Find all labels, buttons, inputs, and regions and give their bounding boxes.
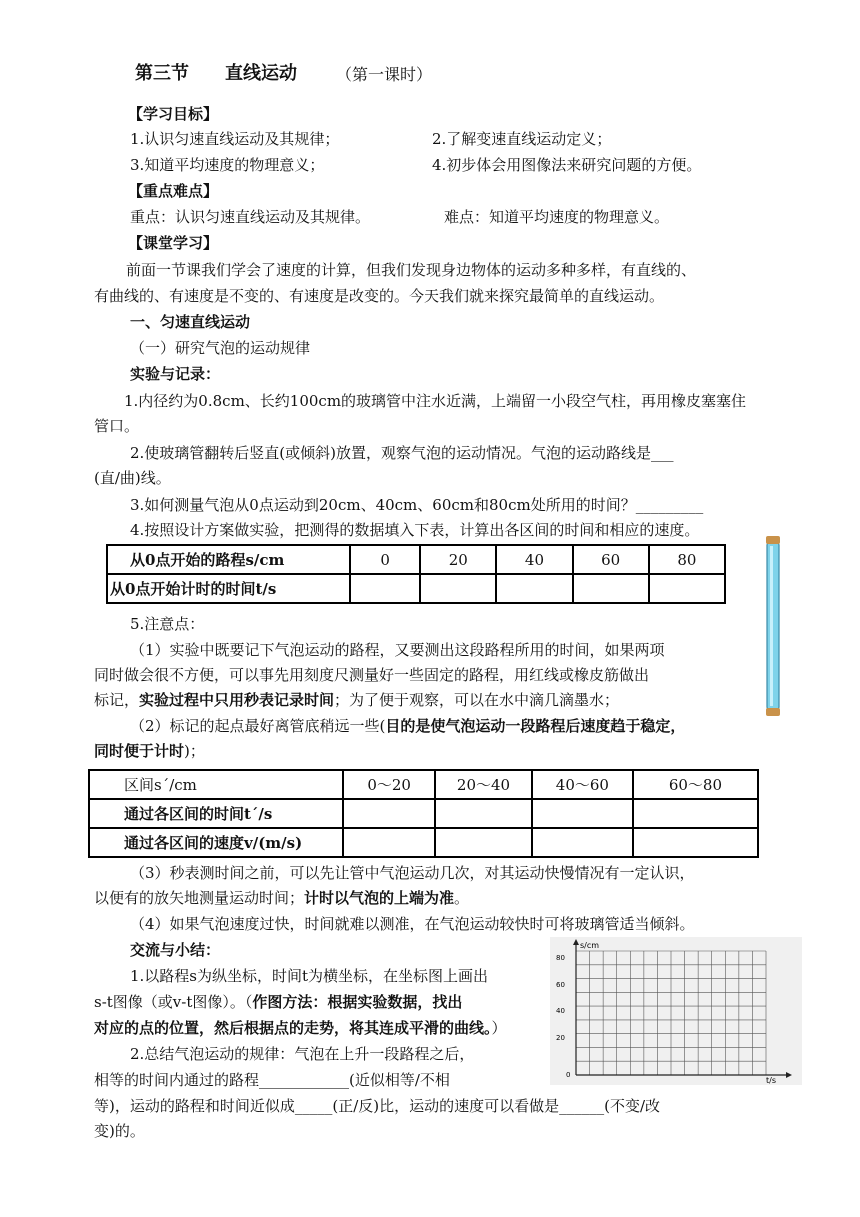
note-line: （4）如果气泡速度过快，时间就难以测准，在气泡运动较快时可将玻璃管适当倾斜。 [130,915,695,933]
goals-heading: 【学习目标】 [128,105,219,123]
summary-line: 等)，运动的路程和时间近似成_____(正/反)比，运动的速度可以看做是______(不变/改 [94,1097,661,1115]
note-text: （2）标记的起点最好离管底稍远一些( [130,717,386,735]
table-cell-empty[interactable] [420,574,496,603]
summary-line: 变)的。 [94,1122,145,1140]
note-emphasis: 实验过程中只用秒表记录时间 [139,691,335,709]
key-heading: 【重点难点】 [128,182,219,200]
goal-item: 2.了解变速直线运动定义； [432,130,612,148]
summary-emphasis: 作图方法：根据实验数据，找出 [252,993,463,1011]
note-line [94,888,469,908]
note-text: 以便有的放矢地测量运动时间； [94,889,305,907]
table-header-cell: 0～20 [343,770,435,799]
step-line: 管口。 [94,417,140,435]
table-row [89,799,758,828]
summary-line [94,992,462,1012]
note-line: （1）实验中既要记下气泡运动的路程，又要测出这段路程所用的时间，如果两项 [130,641,665,659]
y-tick-label: 20 [556,1034,565,1042]
summary-line: 2.总结气泡运动的规律：气泡在上升一段路程之后， [130,1045,475,1063]
table-cell-empty[interactable] [435,828,532,857]
goal-item: 1.认识匀速直线运动及其规律； [130,130,340,148]
intro-line: 有曲线的、有速度是不变的、有速度是改变的。今天我们就来探究最简单的直线运动。 [94,287,665,305]
table-cell-empty[interactable] [649,574,725,603]
table-cell-empty[interactable] [633,799,758,828]
table-row [89,828,758,857]
table-cell-empty[interactable] [532,799,633,828]
table-cell-empty[interactable] [343,828,435,857]
table-cell-empty[interactable] [350,574,420,603]
table-header-cell: 60～80 [633,770,758,799]
table-cell-empty[interactable] [532,828,633,857]
step-line: 2.使玻璃管翻转后竖直(或倾斜)放置，观察气泡的运动情况。气泡的运动路线是___ [130,444,674,462]
lesson-period: （第一课时） [336,65,433,84]
notes-heading: 5.注意点： [130,615,205,633]
table-row-label: 从0点开始的路程s/cm [107,545,350,574]
summary-heading: 交流与小结： [130,941,221,959]
y-axis-label: s/cm [580,941,600,950]
table-cell: 60 [573,545,649,574]
summary-line: 1.以路程s为纵坐标，时间t为横坐标，在坐标图上画出 [130,967,489,985]
learning-heading: 【课堂学习】 [128,234,219,252]
table-header-cell: 区间s´/cm [89,770,343,799]
note-line [94,690,619,710]
note-text: ；为了便于观察，可以在水中滴几滴墨水； [334,691,620,709]
table-header-cell: 40～60 [532,770,633,799]
table-cell: 0 [350,545,420,574]
table-row-label: 从0点开始计时的时间t/s [107,574,350,603]
step-line: 1.内径约为0.8cm、长约100cm的玻璃管中注水近满，上端留一小段空气柱，再用橡皮塞塞住 [124,392,747,410]
note-text: )； [184,742,205,760]
part1-subheading: （一）研究气泡的运动规律 [130,339,311,357]
table-row [107,574,725,603]
experiment-heading: 实验与记录： [130,365,221,383]
distance-time-table [106,544,726,604]
interval-speed-table [88,769,759,858]
table-cell-empty[interactable] [343,799,435,828]
note-line: （3）秒表测时间之前，可以先让管中气泡运动几次，对其运动快慢情况有一定认识， [130,864,695,882]
summary-emphasis: 对应的点的位置，然后根据点的走势，将其连成平滑的曲线。 [94,1019,492,1037]
note-line [130,716,685,736]
step-line: 4.按照设计方案做实验，把测得的数据填入下表，计算出各区间的时间和相应的速度。 [130,521,700,539]
note-emphasis: 同时便于计时 [94,742,185,760]
step-line: (直/曲)线。 [94,469,171,487]
origin-label: 0 [566,1071,571,1079]
step-line: 3.如何测量气泡从0点运动到20cm、40cm、60cm和80cm处所用的时间？_________ [130,496,704,514]
x-axis-label: t/s [766,1076,776,1085]
note-line [94,741,205,761]
page-title: 直线运动 [225,63,297,84]
note-emphasis: 目的是使气泡运动一段路程后速度趋于稳定， [385,717,686,735]
table-row-label: 通过各区间的速度v/(m/s) [89,828,343,857]
table-row [89,770,758,799]
glass-tube-image [766,536,780,716]
table-row [107,545,725,574]
st-graph [550,937,802,1085]
table-cell-empty[interactable] [496,574,572,603]
summary-line: 相等的时间内通过的路程____________(近似相等/不相 [94,1071,450,1089]
y-tick-label: 80 [556,954,565,962]
table-cell: 80 [649,545,725,574]
section-number: 第三节 [135,63,189,84]
note-text: 。 [454,889,470,907]
note-line: 同时做会很不方便，可以事先用刻度尺测量好一些固定的路程，用红线或橡皮筋做出 [94,666,650,684]
y-tick-label: 40 [556,1007,565,1015]
key-difficulty: 难点：知道平均速度的物理意义。 [444,208,670,226]
table-cell-empty[interactable] [573,574,649,603]
table-cell-empty[interactable] [633,828,758,857]
goal-item: 4.初步体会用图像法来研究问题的方便。 [432,156,702,174]
part1-heading: 一、匀速直线运动 [130,313,251,331]
summary-line [94,1018,507,1038]
summary-text: ） [491,1019,507,1037]
table-cell-empty[interactable] [435,799,532,828]
y-tick-label: 60 [556,981,565,989]
key-focus: 重点：认识匀速直线运动及其规律。 [130,208,371,226]
goal-item: 3.知道平均速度的物理意义； [130,156,325,174]
table-header-cell: 20～40 [435,770,532,799]
note-text: 标记， [94,691,140,709]
table-cell: 20 [420,545,496,574]
table-cell: 40 [496,545,572,574]
table-row-label: 通过各区间的时间t´/s [89,799,343,828]
intro-line: 前面一节课我们学会了速度的计算，但我们发现身边物体的运动多种多样，有直线的、 [126,261,697,279]
note-emphasis: 计时以气泡的上端为准 [304,889,455,907]
summary-text: s-t图像（或v-t图像）。（ [94,993,253,1011]
